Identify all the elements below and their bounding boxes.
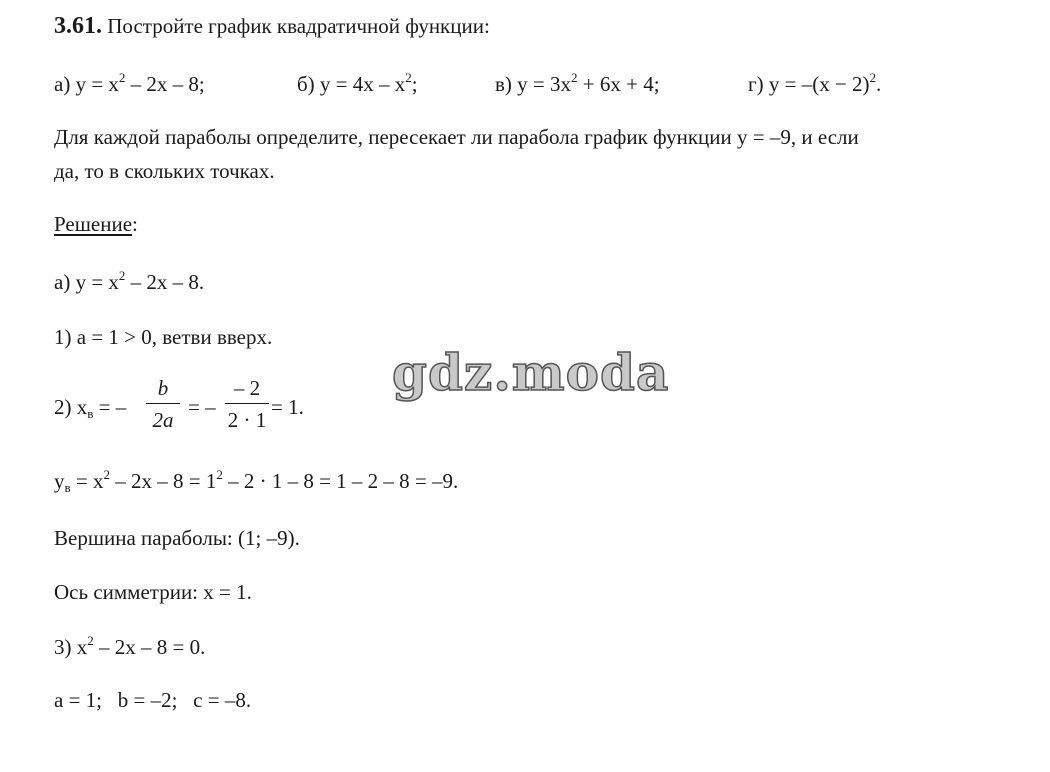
solution-step-3: 3) $х^2 - 2х - 8 = 0$.	[54, 633, 206, 659]
solution-coefficients: a = 1; b = –2; c = –8.	[54, 688, 252, 712]
problem-number: 3.61.	[54, 13, 102, 39]
task-b: б) $у = 4х - х^2$;	[297, 70, 418, 96]
solution-heading: Решение:	[54, 212, 138, 236]
problem-header	[54, 14, 490, 38]
fraction-minus2-over-2x1: – 2 2 · 1	[225, 378, 269, 431]
problem-statement: Постройте график квадратичной функции:	[107, 14, 490, 38]
task-c: в) $у = 3х^2 + 6х + 4$;	[495, 70, 660, 96]
step-2-eq2: = –	[188, 395, 216, 419]
solution-heading-text: Решение	[54, 212, 133, 236]
task-d: г) $у = -(х - 2)^2$.	[748, 70, 882, 96]
question-line-1: Для каждой параболы определите, пересекает ли парабола график функции у = –9, и если	[54, 125, 859, 149]
solution-step-1: 1) a = 1 > 0, ветви вверх.	[54, 325, 273, 349]
task-a: а) $у = х^2 - 2х - 8$;	[54, 70, 205, 96]
fraction-b-over-2a: b 2a	[146, 378, 180, 431]
question-line-2: да, то в скольких точках.	[54, 159, 275, 183]
step-2-lhs: 2) $x_в$ = –	[54, 395, 127, 421]
watermark-logo: gdz.moda	[392, 343, 670, 402]
solution-yv: $у_в = х^2 - 2х - 8 = 1^2 - 2 \cdot 1 - 8 = 1 - 2 - 8 = -9$.	[54, 467, 459, 495]
solution-vertex: Вершина параболы: (1; –9).	[54, 526, 300, 550]
step-2-result: = 1.	[271, 395, 304, 419]
solution-axis: Ось симметрии: х = 1.	[54, 580, 252, 604]
solution-part-a: а) $у = х^2 - 2х - 8$.	[54, 268, 205, 294]
